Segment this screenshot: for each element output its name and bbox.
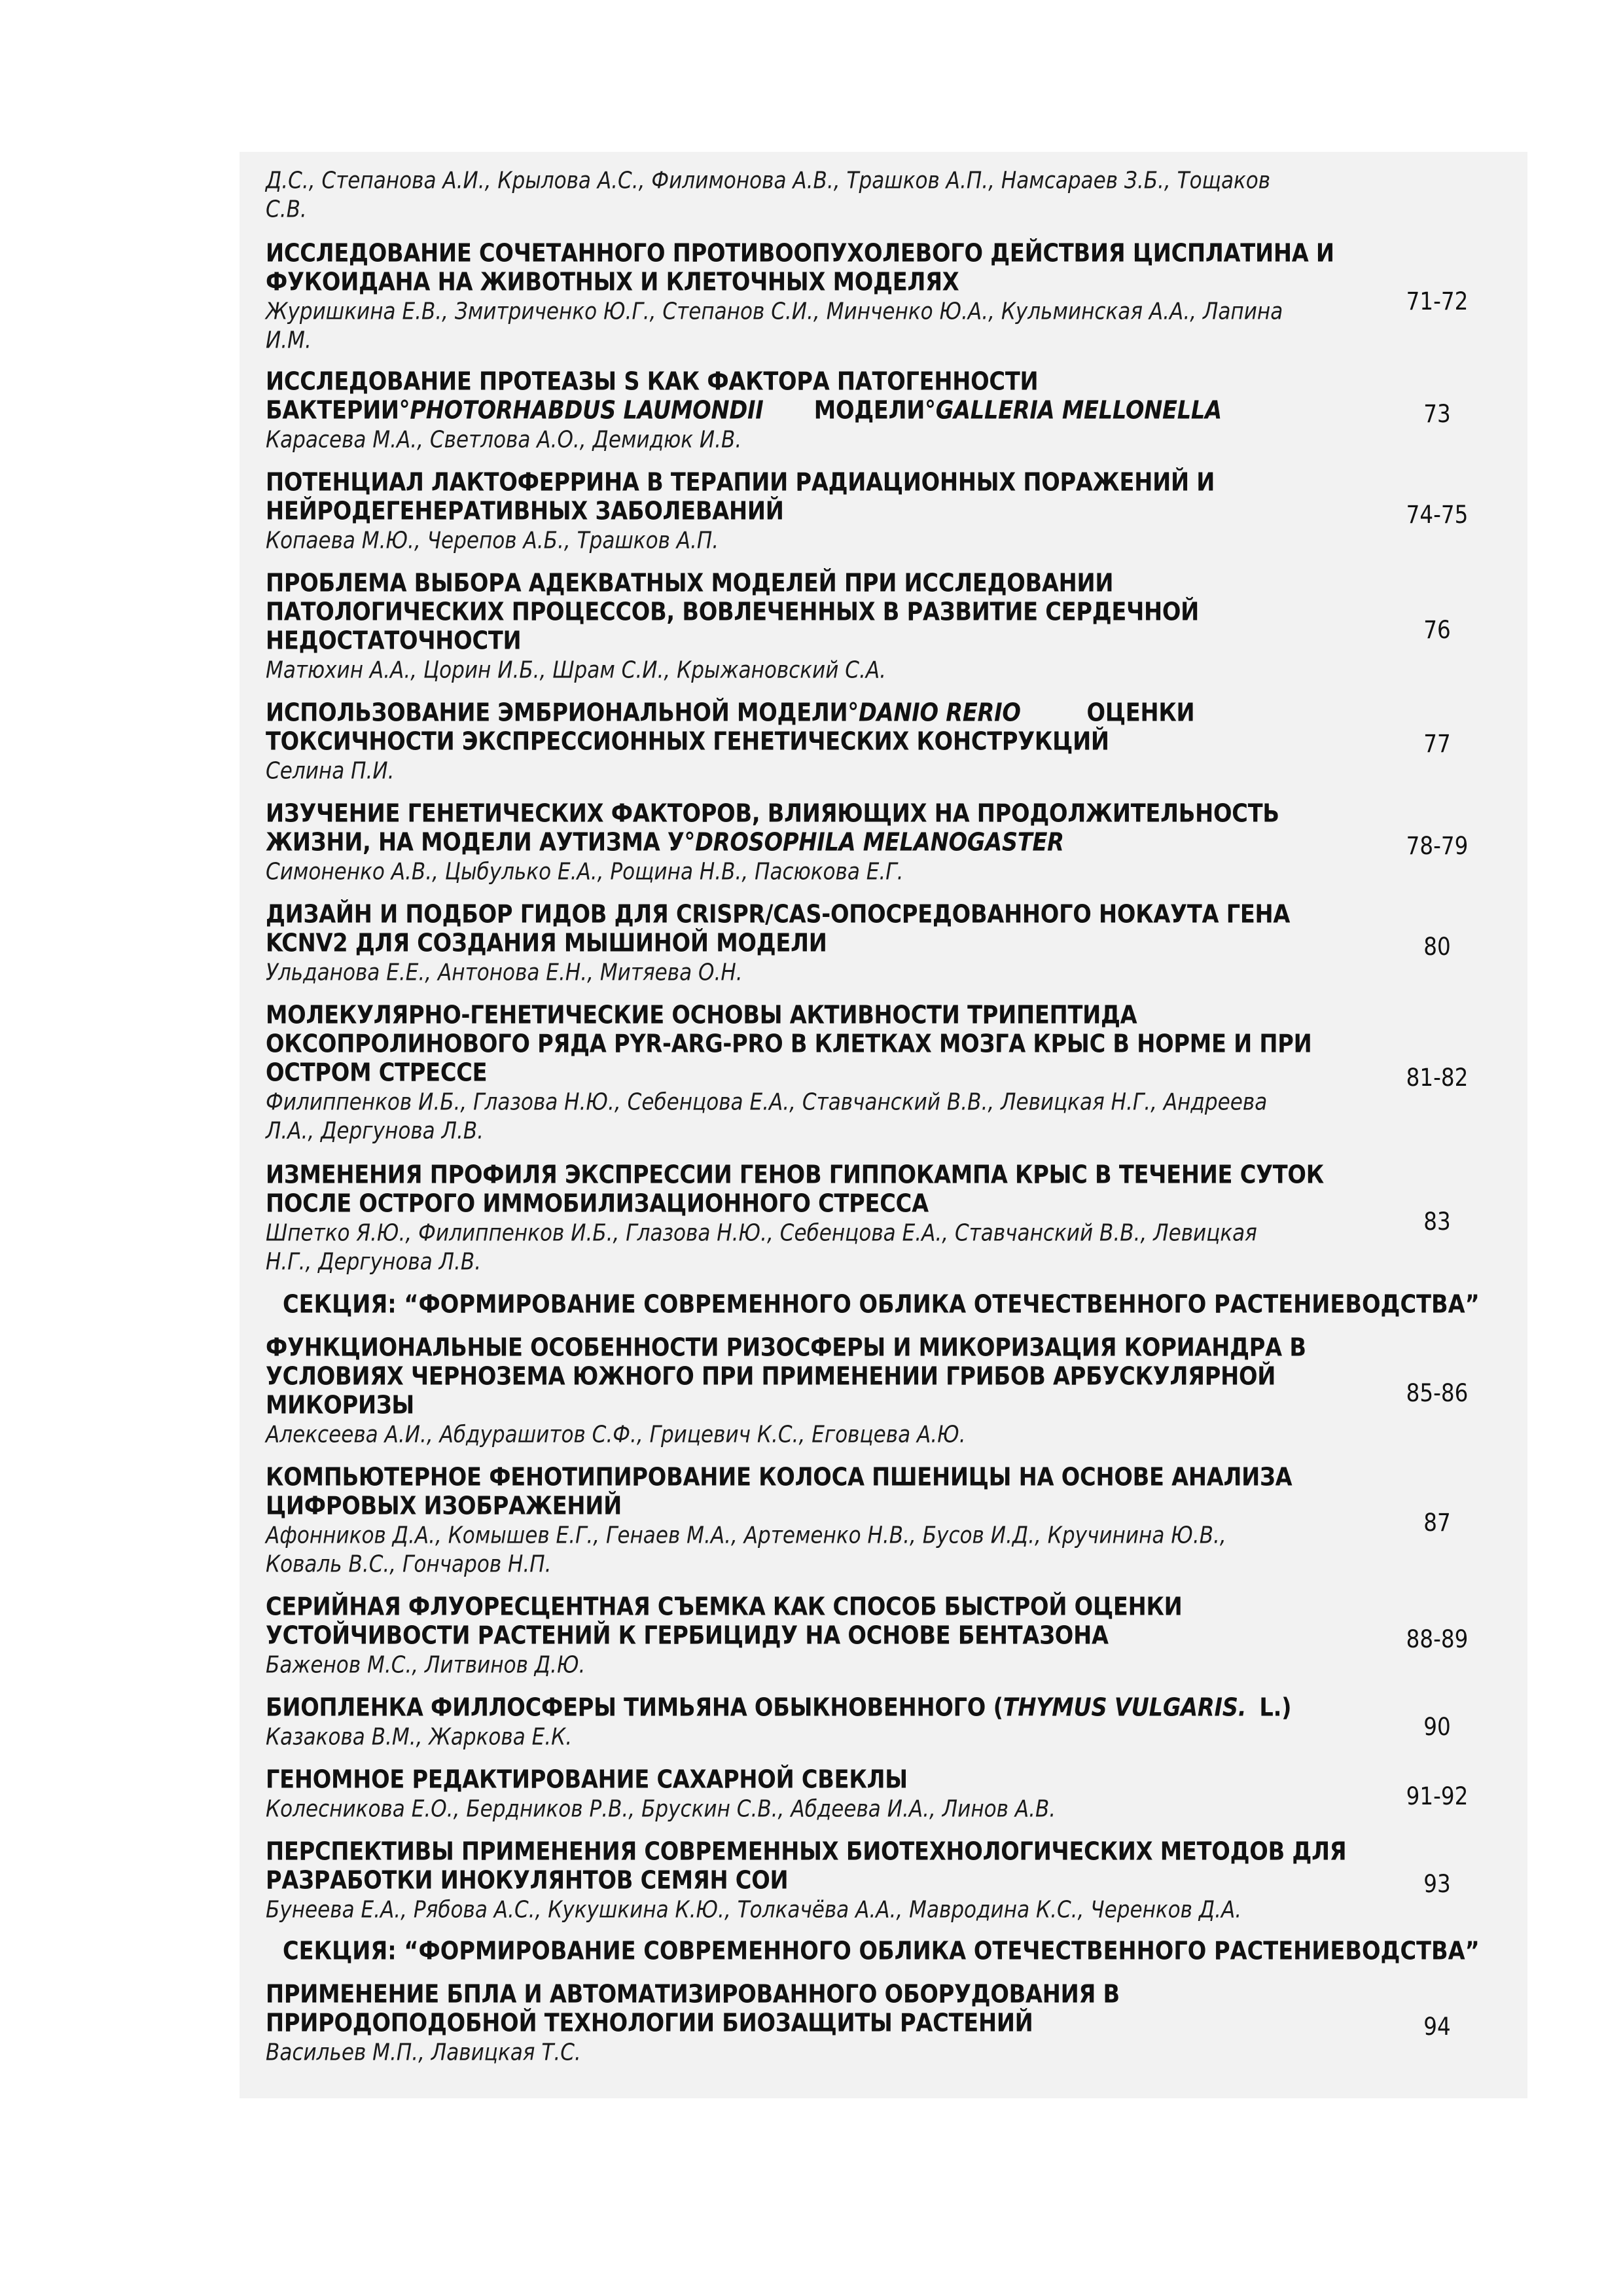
entry-authors: И.М.	[266, 327, 312, 353]
entry-title: ИССЛЕДОВАНИЕ ПРОТЕАЗЫ S КАК ФАКТОРА ПАТОГЕННОСТИ	[266, 367, 1039, 396]
toc-entry	[240, 1982, 1527, 2071]
toc-entry	[240, 1695, 1527, 1755]
entry-authors: Селина П.И.	[266, 757, 395, 784]
section-title: СЕКЦИЯ: “ФОРМИРОВАНИЕ СОВРЕМЕННОГО ОБЛИКА ОТЕЧЕСТВЕННОГО РАСТЕНИЕВОДСТВА”	[283, 1290, 1480, 1319]
toc-entry	[240, 902, 1527, 991]
page-number: 81-82	[1406, 1064, 1469, 1092]
entry-title: ИССЛЕДОВАНИЕ СОЧЕТАННОГО ПРОТИВООПУХОЛЕВОГО ДЕЙСТВИЯ ЦИСПЛАТИНА И	[266, 239, 1334, 268]
entry-authors: Н.Г., Дергунова Л.В.	[266, 1248, 482, 1275]
entry-authors: Л.А., Дергунова Л.В.	[266, 1117, 484, 1144]
page-number: 85-86	[1406, 1379, 1469, 1407]
title-segment: ОЦЕНКИ	[1086, 698, 1195, 727]
entry-title: МИКОРИЗЫ	[266, 1391, 415, 1420]
entry-authors: С.В.	[266, 196, 307, 223]
section-heading	[240, 1292, 1527, 1322]
toc-entry	[240, 1767, 1527, 1827]
species-name: DANIO RERIO	[858, 698, 1021, 727]
entry-title: ИЗУЧЕНИЕ ГЕНЕТИЧЕСКИХ ФАКТОРОВ, ВЛИЯЮЩИХ НА ПРОДОЛЖИТЕЛЬНОСТЬ	[266, 799, 1279, 828]
toc-entry	[240, 1839, 1527, 1928]
entry-authors: Ульданова Е.Е., Антонова Е.Н., Митяева О.Н.	[266, 959, 743, 986]
toc-entry	[240, 700, 1527, 789]
entry-title: УСЛОВИЯХ ЧЕРНОЗЕМА ЮЖНОГО ПРИ ПРИМЕНЕНИИ ГРИБОВ АРБУСКУЛЯРНОЙ	[266, 1362, 1276, 1391]
entry-authors: Казакова В.М., Жаркова Е.К.	[266, 1723, 573, 1750]
entry-title: ПРИМЕНЕНИЕ БПЛА И АВТОМАТИЗИРОВАННОГО ОБОРУДОВАНИЯ В	[266, 1980, 1120, 2009]
page-number: 94	[1423, 2013, 1451, 2041]
entry-authors: Копаева М.Ю., Черепов А.Б., Трашков А.П.	[266, 527, 719, 554]
entry-authors: Колесникова Е.О., Бердников Р.В., Брускин С.В., Абдеева И.А., Линов А.В.	[266, 1795, 1056, 1822]
entry-title: НЕЙРОДЕГЕНЕРАТИВНЫХ ЗАБОЛЕВАНИЙ	[266, 497, 784, 526]
page-number: 77	[1423, 730, 1451, 758]
entry-authors: Матюхин А.А., Цорин И.Б., Шрам С.И., Крыжановский С.А.	[266, 656, 887, 683]
page-number: 83	[1423, 1208, 1451, 1236]
page-number: 73	[1423, 400, 1451, 428]
entry-authors: Афонников Д.А., Комышев Е.Г., Генаев М.А., Артеменко Н.В., Бусов И.Д., Кручинина Ю.В.,	[266, 1522, 1226, 1549]
species-name: THYMUS VULGARIS.	[1003, 1693, 1247, 1722]
entry-title: РАЗРАБОТКИ ИНОКУЛЯНТОВ СЕМЯН СОИ	[266, 1866, 789, 1895]
entry-authors: Коваль В.С., Гончаров Н.П.	[266, 1551, 552, 1577]
title-segment: ЖИЗНИ, НА МОДЕЛИ АУТИЗМА У°	[266, 828, 696, 857]
toc-entry	[240, 801, 1527, 890]
entry-authors: Симоненко А.В., Цыбулько Е.А., Рощина Н.В., Пасюкова Е.Г.	[266, 858, 904, 885]
title-segment: БАКТЕРИИ°	[266, 396, 410, 425]
entry-title: ОСТРОМ СТРЕССЕ	[266, 1058, 488, 1087]
entry-title: ГЕНОМНОЕ РЕДАКТИРОВАНИЕ САХАРНОЙ СВЕКЛЫ	[266, 1765, 908, 1794]
page-number: 71-72	[1406, 287, 1469, 315]
entry-title: КОМПЬЮТЕРНОЕ ФЕНОТИПИРОВАНИЕ КОЛОСА ПШЕНИЦЫ НА ОСНОВЕ АНАЛИЗА	[266, 1463, 1293, 1492]
entry-title	[266, 1695, 1291, 1720]
toc-entry	[240, 470, 1527, 559]
page-number: 87	[1423, 1509, 1451, 1537]
species-name: DROSOPHILA MELANOGASTER	[695, 828, 1064, 857]
species-name: GALLERIA MELLONELLA	[935, 396, 1222, 425]
entry-authors: Бунеева Е.А., Рябова А.С., Кукушкина К.Ю., Толкачёва А.А., Мавродина К.С., Черенков Д.А.	[266, 1896, 1242, 1923]
page-number: 93	[1423, 1870, 1451, 1898]
entry-authors: Алексеева А.И., Абдурашитов С.Ф., Грицевич К.С., Еговцева А.Ю.	[266, 1421, 966, 1448]
toc-entry	[240, 571, 1527, 689]
toc-entry	[240, 1335, 1527, 1453]
toc-entry	[240, 1465, 1527, 1583]
page-number: 74-75	[1406, 501, 1469, 529]
entry-authors: Д.С., Степанова А.И., Крылова А.С., Филимонова А.В., Трашков А.П., Намсараев З.Б., Тощаков	[266, 167, 1271, 194]
table-of-contents	[240, 152, 1527, 2098]
entry-authors: Баженов М.С., Литвинов Д.Ю.	[266, 1651, 586, 1678]
section-heading	[240, 1939, 1527, 1969]
entry-title: ПАТОЛОГИЧЕСКИХ ПРОЦЕССОВ, ВОВЛЕЧЕННЫХ В РАЗВИТИЕ СЕРДЕЧНОЙ	[266, 598, 1200, 626]
entry-title: ПЕРСПЕКТИВЫ ПРИМЕНЕНИЯ СОВРЕМЕННЫХ БИОТЕХНОЛОГИЧЕСКИХ МЕТОДОВ ДЛЯ	[266, 1837, 1347, 1866]
entry-title: СЕРИЙНАЯ ФЛУОРЕСЦЕНТНАЯ СЪЕМКА КАК СПОСОБ БЫСТРОЙ ОЦЕНКИ	[266, 1592, 1183, 1621]
title-segment: ИСПОЛЬЗОВАНИЕ ЭМБРИОНАЛЬНОЙ МОДЕЛИ°	[266, 698, 859, 727]
title-segment: БИОПЛЕНКА ФИЛЛОСФЕРЫ ТИМЬЯНА ОБЫКНОВЕННОГО (	[266, 1693, 1003, 1722]
entry-title: ПОСЛЕ ОСТРОГО ИММОБИЛИЗАЦИОННОГО СТРЕССА	[266, 1189, 929, 1218]
entry-title: KCNV2 ДЛЯ СОЗДАНИЯ МЫШИНОЙ МОДЕЛИ	[266, 929, 827, 958]
entry-title: ДИЗАЙН И ПОДБОР ГИДОВ ДЛЯ CRISPR/CAS-ОПОСРЕДОВАННОГО НОКАУТА ГЕНА	[266, 900, 1291, 929]
toc-entry	[240, 1162, 1527, 1280]
toc-entry	[240, 169, 1527, 223]
toc-entry	[240, 1594, 1527, 1683]
entry-title: ПОТЕНЦИАЛ ЛАКТОФЕРРИНА В ТЕРАПИИ РАДИАЦИОННЫХ ПОРАЖЕНИЙ И	[266, 468, 1215, 497]
entry-title: ФУНКЦИОНАЛЬНЫЕ ОСОБЕННОСТИ РИЗОСФЕРЫ И МИКОРИЗАЦИЯ КОРИАНДРА В	[266, 1333, 1306, 1362]
species-name: PHOTORHABDUS LAUMONDII	[410, 396, 764, 425]
entry-title	[266, 830, 1064, 855]
entry-title	[266, 700, 1194, 725]
title-segment: МОДЕЛИ°	[813, 396, 936, 425]
page-number: 78-79	[1406, 832, 1469, 860]
entry-title: ФУКОИДАНА НА ЖИВОТНЫХ И КЛЕТОЧНЫХ МОДЕЛЯХ	[266, 268, 959, 296]
entry-authors: Филиппенков И.Б., Глазова Н.Ю., Себенцова Е.А., Ставчанский В.В., Левицкая Н.Г., Андреева	[266, 1088, 1268, 1115]
page-number: 88-89	[1406, 1625, 1469, 1653]
entry-authors: Журишкина Е.В., Змитриченко Ю.Г., Степанов С.И., Минченко Ю.А., Кульминская А.А., Лапина	[266, 298, 1283, 325]
entry-title: ПРИРОДОПОДОБНОЙ ТЕХНОЛОГИИ БИОЗАЩИТЫ РАСТЕНИЙ	[266, 2009, 1033, 2037]
toc-entry	[240, 369, 1527, 458]
toc-entry	[240, 1003, 1527, 1151]
entry-title: ИЗМЕНЕНИЯ ПРОФИЛЯ ЭКСПРЕССИИ ГЕНОВ ГИППОКАМПА КРЫС В ТЕЧЕНИЕ СУТОК	[266, 1160, 1324, 1189]
page-number: 80	[1423, 933, 1451, 961]
entry-authors: Васильев М.П., Лавицкая Т.С.	[266, 2039, 581, 2066]
entry-title: ЦИФРОВЫХ ИЗОБРАЖЕНИЙ	[266, 1492, 622, 1520]
entry-authors: Карасева М.А., Светлова А.О., Демидюк И.В.	[266, 426, 742, 453]
page-number: 90	[1423, 1713, 1451, 1741]
entry-title: НЕДОСТАТОЧНОСТИ	[266, 626, 522, 655]
entry-title: ПРОБЛЕМА ВЫБОРА АДЕКВАТНЫХ МОДЕЛЕЙ ПРИ ИССЛЕДОВАНИИ	[266, 569, 1114, 598]
page-number: 91-92	[1406, 1782, 1469, 1810]
entry-authors: Шпетко Я.Ю., Филиппенков И.Б., Глазова Н.Ю., Себенцова Е.А., Ставчанский В.В., Левицкая	[266, 1219, 1257, 1246]
section-title: СЕКЦИЯ: “ФОРМИРОВАНИЕ СОВРЕМЕННОГО ОБЛИКА ОТЕЧЕСТВЕННОГО РАСТЕНИЕВОДСТВА”	[283, 1937, 1480, 1965]
toc-entry	[240, 241, 1527, 359]
entry-title: МОЛЕКУЛЯРНО-ГЕНЕТИЧЕСКИЕ ОСНОВЫ АКТИВНОСТИ ТРИПЕПТИДА	[266, 1001, 1137, 1030]
page-number: 76	[1423, 616, 1451, 644]
entry-title: УСТОЙЧИВОСТИ РАСТЕНИЙ К ГЕРБИЦИДУ НА ОСНОВЕ БЕНТАЗОНА	[266, 1621, 1109, 1650]
entry-title: ТОКСИЧНОСТИ ЭКСПРЕССИОННЫХ ГЕНЕТИЧЕСКИХ КОНСТРУКЦИЙ	[266, 727, 1109, 756]
entry-title	[266, 398, 1222, 423]
title-segment: L.)	[1259, 1693, 1292, 1722]
entry-title: ОКСОПРОЛИНОВОГО РЯДА PYR-ARG-PRO В КЛЕТКАХ МОЗГА КРЫС В НОРМЕ И ПРИ	[266, 1030, 1312, 1058]
